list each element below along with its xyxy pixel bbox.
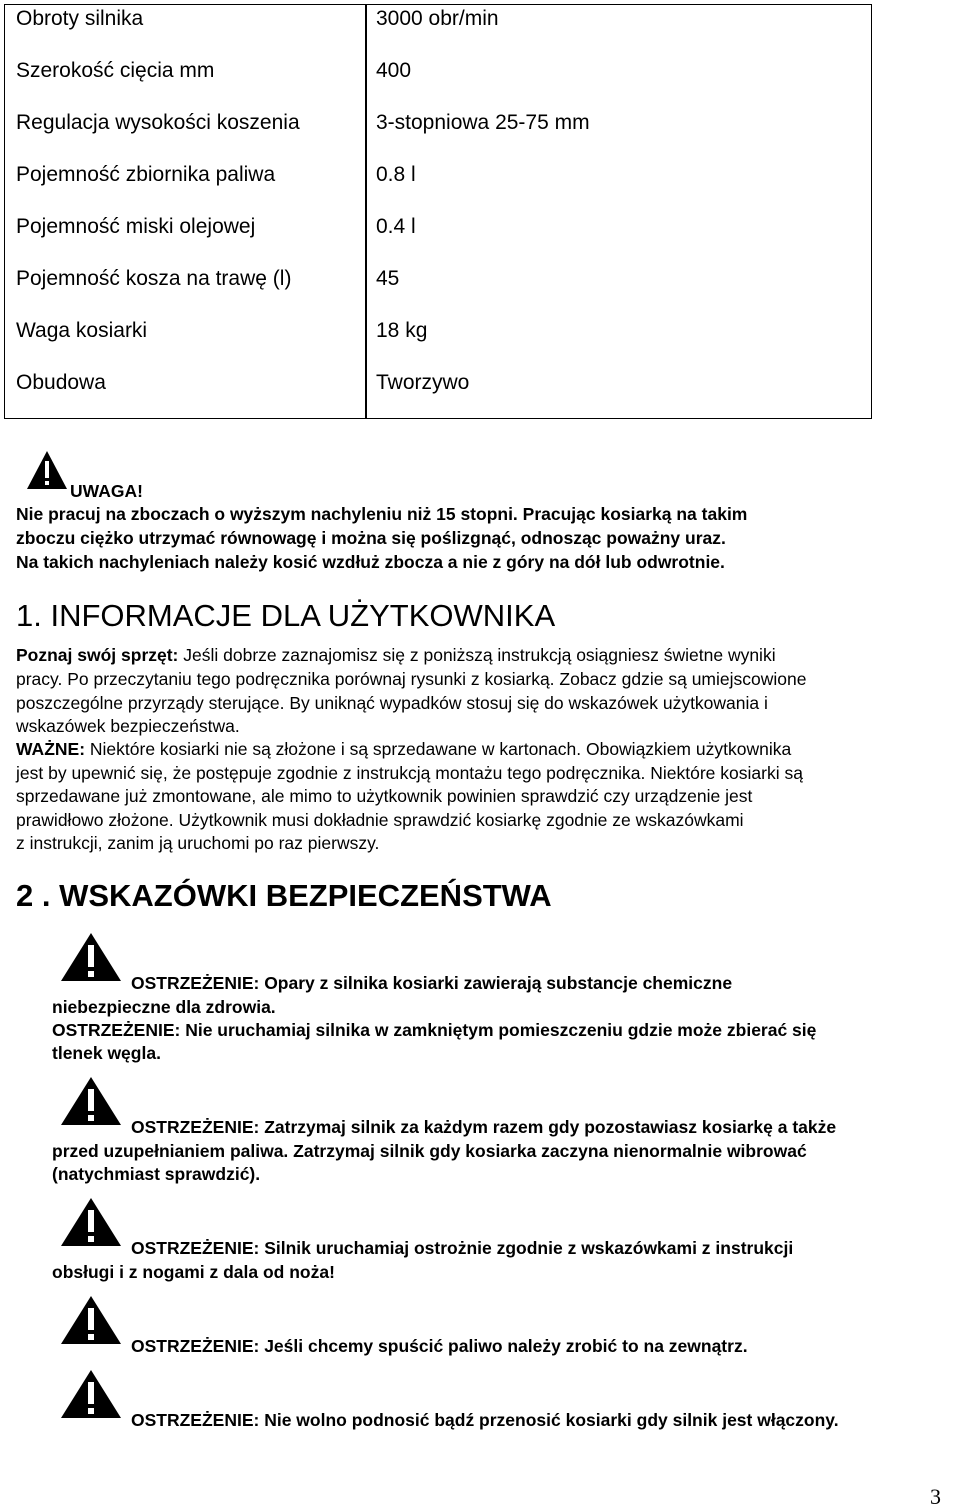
- spec-label: Pojemność miski olejowej: [16, 215, 256, 238]
- section1-line: wskazówek bezpieczeństwa.: [16, 716, 240, 736]
- uwaga-line: Na takich nachyleniach należy kosić wzdłuż zbocza a nie z góry na dół lub odwrotnie.: [16, 552, 725, 572]
- warning-line: OSTRZEŻENIE: Jeśli chcemy spuścić paliwo należy zrobić to na zewnątrz.: [131, 1336, 748, 1356]
- spec-value: 400: [376, 59, 412, 82]
- spec-label: Szerokość cięcia mm: [16, 59, 215, 82]
- warning-line: tlenek węgla.: [52, 1043, 161, 1063]
- spec-value: 0.4 l: [376, 215, 416, 238]
- important-line: sprzedawane już zmontowane, ale mimo to użytkownik powinien sprawdzić czy urządzenie jest: [16, 786, 753, 806]
- warning-triangle-icon: [26, 450, 68, 490]
- intro-label: Poznaj swój sprzęt:: [16, 645, 179, 665]
- warning-triangle-icon: [60, 1295, 122, 1345]
- section1-intro: [16, 643, 776, 667]
- warning-line: obsługi i z nogami z dala od noża!: [52, 1262, 335, 1282]
- important-line: prawidłowo złożone. Użytkownik musi dokładnie sprawdzić kosiarkę zgodnie ze wskazówkami: [16, 810, 744, 830]
- warning-triangle-icon: [60, 932, 122, 982]
- warning-line: OSTRZEŻENIE: Nie uruchamiaj silnika w zamkniętym pomieszczeniu gdzie może zbierać się: [52, 1020, 817, 1040]
- section1-line: pracy. Po przeczytaniu tego podręcznika porównaj rysunki z kosiarką. Zobacz gdzie są umiejscowione: [16, 669, 807, 689]
- warning-line: OSTRZEŻENIE: Silnik uruchamiaj ostrożnie zgodnie z wskazówkami z instrukcji: [131, 1238, 794, 1258]
- intro-text: Jeśli dobrze zaznajomisz się z poniższą instrukcją osiągniesz świetne wyniki: [178, 645, 776, 665]
- spec-label: Pojemność kosza na trawę (l): [16, 267, 292, 290]
- warning-line: niebezpieczne dla zdrowia.: [52, 997, 276, 1017]
- spec-label: Obudowa: [16, 371, 106, 394]
- spec-label: Pojemność zbiornika paliwa: [16, 163, 276, 186]
- section-heading: 1. INFORMACJE DLA UŻYTKOWNIKA: [16, 598, 556, 633]
- spec-value: 45: [376, 267, 400, 290]
- spec-value: Tworzywo: [376, 371, 470, 394]
- important-label: WAŻNE:: [16, 739, 86, 759]
- warning-line: przed uzupełnianiem paliwa. Zatrzymaj silnik gdy kosiarka zaczyna nienormalnie wibrować: [52, 1141, 807, 1161]
- warning-line: OSTRZEŻENIE: Zatrzymaj silnik za każdym razem gdy pozostawiasz kosiarkę a także: [131, 1117, 837, 1137]
- warning-triangle-icon: [60, 1197, 122, 1247]
- section-heading: 2 . WSKAZÓWKI BEZPIECZEŃSTWA: [16, 878, 552, 913]
- important-line: z instrukcji, zanim ją uruchomi po raz pierwszy.: [16, 833, 380, 853]
- warning-line: OSTRZEŻENIE: Opary z silnika kosiarki zawierają substancje chemiczne: [131, 973, 733, 993]
- important-para: [16, 737, 791, 761]
- spec-label: Obroty silnika: [16, 7, 144, 30]
- section1-line: poszczególne przyrządy sterujące. By uniknąć wypadków stosuj się do wskazówek użytkowania i: [16, 693, 768, 713]
- spec-label: Regulacja wysokości koszenia: [16, 111, 300, 134]
- spec-table-divider: [365, 4, 367, 419]
- warning-line: OSTRZEŻENIE: Nie wolno podnosić bądź przenosić kosiarki gdy silnik jest włączony.: [131, 1410, 839, 1430]
- important-line: jest by upewnić się, że postępuje zgodnie z instrukcją montażu tego podręcznika. Niektóre kosiarki są: [16, 763, 803, 783]
- uwaga-line: Nie pracuj na zboczach o wyższym nachyleniu niż 15 stopni. Pracując kosiarką na takim: [16, 504, 748, 524]
- warning-triangle-icon: [60, 1076, 122, 1126]
- spec-value: 3000 obr/min: [376, 7, 499, 30]
- uwaga-title: UWAGA!: [70, 481, 143, 501]
- warning-line: (natychmiast sprawdzić).: [52, 1164, 261, 1184]
- spec-label: Waga kosiarki: [16, 319, 148, 342]
- important-text: Niektóre kosiarki nie są złożone i są sprzedawane w kartonach. Obowiązkiem użytkownika: [85, 739, 792, 759]
- spec-value: 0.8 l: [376, 163, 416, 186]
- warning-triangle-icon: [60, 1369, 122, 1419]
- spec-value: 18 kg: [376, 319, 428, 342]
- spec-value: 3-stopniowa 25-75 mm: [376, 111, 590, 134]
- uwaga-line: zboczu ciężko utrzymać równowagę i można się poślizgnąć, odnosząc poważny uraz.: [16, 528, 726, 548]
- page-number: 3: [930, 1484, 941, 1509]
